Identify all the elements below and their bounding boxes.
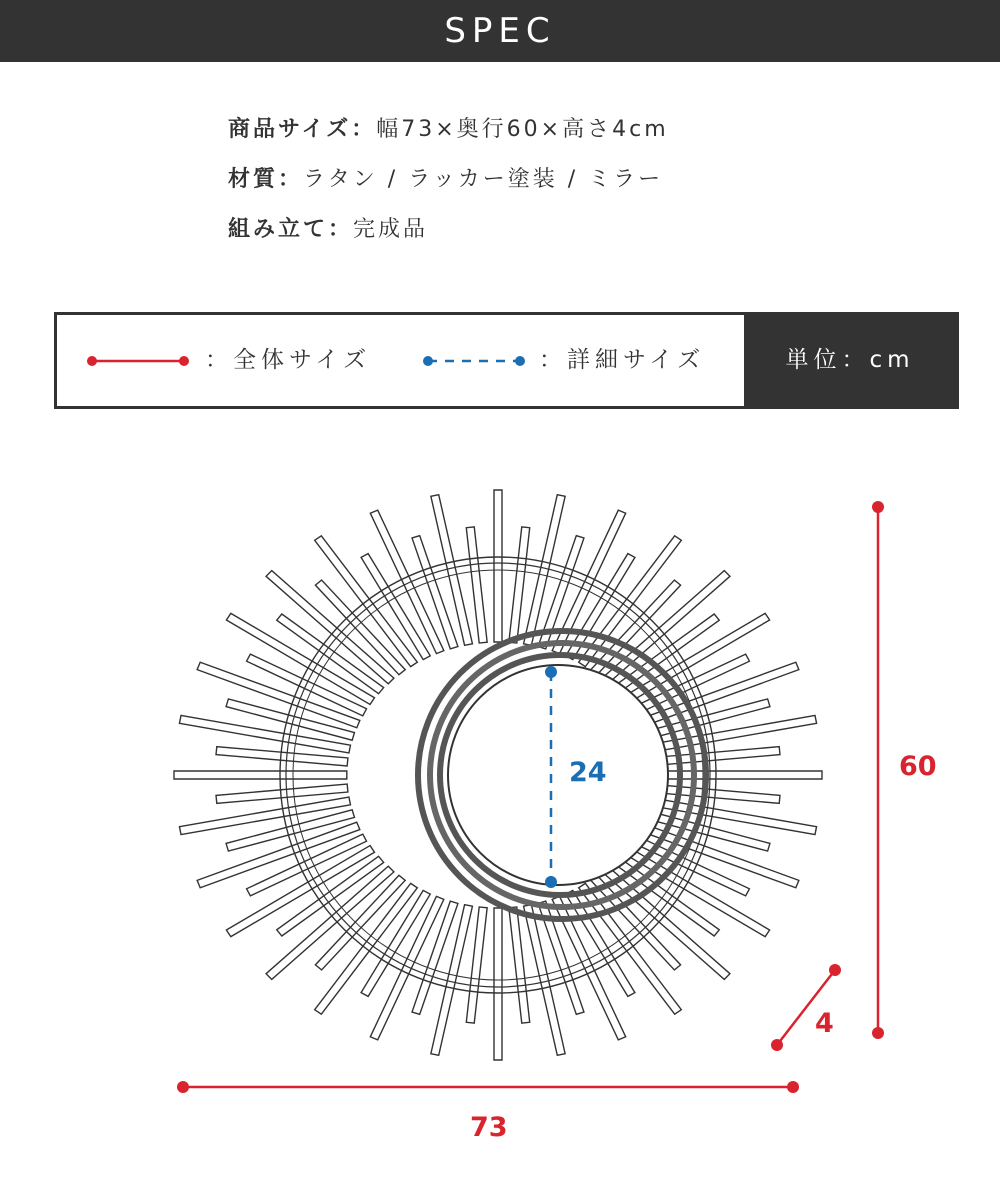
rattan-spoke (602, 571, 730, 684)
mirror-diameter-label: 24 (569, 757, 607, 788)
rattan-spoke (466, 527, 487, 643)
rattan-spoke (494, 490, 502, 642)
rattan-spoke (174, 771, 347, 779)
rattan-spoke (602, 866, 730, 979)
rattan-spoke (524, 495, 566, 646)
height-dimension (872, 501, 884, 1039)
legend-overall-label: ：全体サイズ (205, 347, 372, 373)
rattan-spoke (431, 905, 473, 1056)
spec-label-material: 材質： (228, 167, 304, 192)
spec-label-size: 商品サイズ： (228, 117, 377, 142)
rattan-spoke (494, 908, 502, 1060)
rattan-spoke (509, 527, 530, 643)
spec-value-assembly: 完成品 (353, 217, 429, 242)
legend-detail-label: ：詳細サイズ (539, 347, 706, 373)
width-label: 73 (470, 1112, 508, 1143)
rattan-spoke (466, 907, 487, 1023)
width-dimension (177, 1081, 799, 1093)
rattan-spoke (509, 907, 530, 1023)
spec-value-material: ラタン / ラッカー塗装 / ミラー (303, 167, 664, 192)
rattan-spoke (431, 495, 473, 646)
depth-label: 4 (815, 1008, 834, 1039)
rattan-spoke (179, 797, 350, 835)
height-label: 60 (899, 751, 937, 782)
rattan-spoke (524, 905, 566, 1056)
rattan-spoke (179, 715, 350, 753)
spec-value-size: 幅73×奥行60×高さ4cm (376, 117, 669, 142)
legend-unit: 単位：cm (744, 315, 956, 406)
rattan-spoke (266, 571, 394, 684)
rattan-spoke (649, 771, 822, 779)
spec-label-assembly: 組み立て： (228, 217, 354, 242)
rattan-spoke (266, 866, 394, 979)
header-title: SPEC (444, 11, 556, 51)
